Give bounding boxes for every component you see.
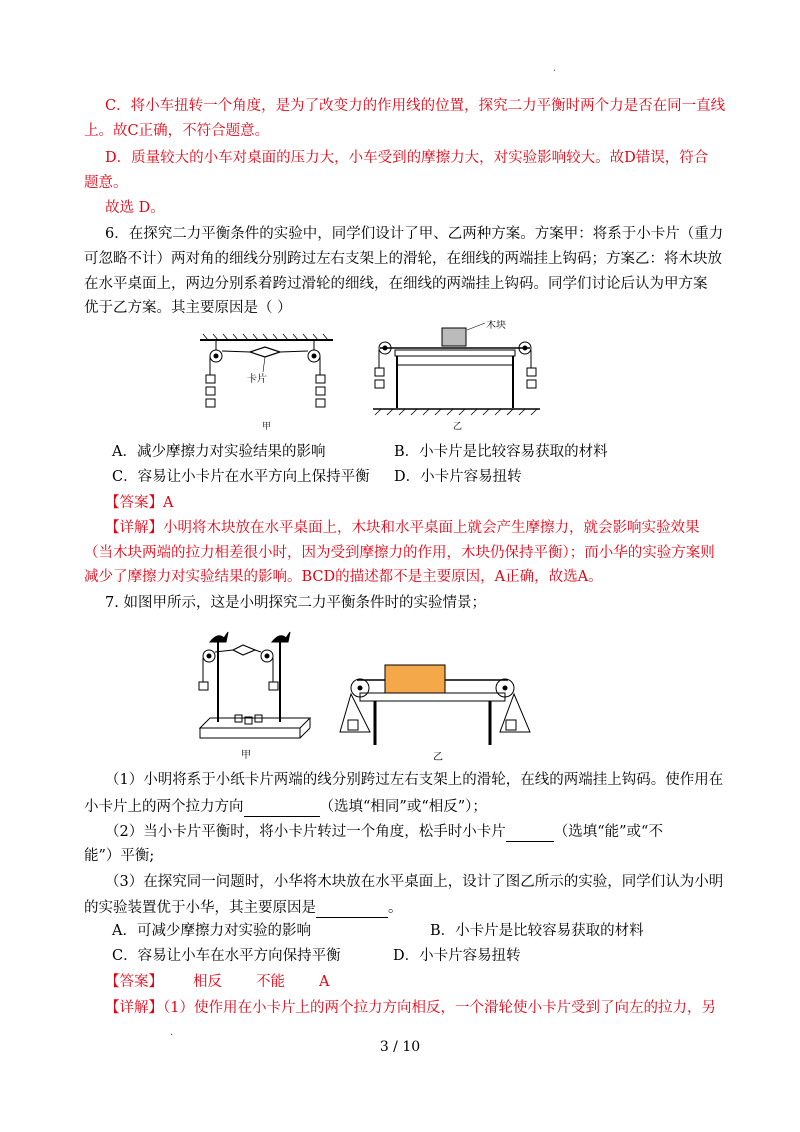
option-c-explain-line2: 上。故C正确，不符合题意。 [84,123,270,139]
q7-option-c: C．容易让小车在水平方向保持平衡 [112,948,341,964]
q6-answer-line [105,493,173,513]
q7-intro: 7. 如图甲所示，这是小明探究二力平衡条件时的实验情景； [105,595,486,611]
fig2-yi-label: 乙 [433,752,443,763]
answer-blank[interactable] [506,821,554,842]
q7-answer-line [105,972,329,992]
q6-option-d: D．小卡片容易扭转 [394,469,522,485]
answer-value: A [163,495,174,511]
margin-mark: · [553,66,557,77]
answer-blank[interactable] [316,897,388,918]
answer-blank[interactable] [244,796,320,817]
detail-text: 小明将木块放在水平桌面上，木块和水平桌面上就会产生摩擦力，就会影响实验效果 [163,520,700,536]
q7-part1-line1: （1）小明将系于小纸卡片两端的线分别跨过左右支架上的滑轮，在线的两端挂上钩码。使作用在 [105,772,724,788]
answer-value: 不能 [256,974,285,990]
answer-tag: 【答案】 [105,974,163,990]
q6-detail-line1 [105,518,700,538]
fig1-yi-label: 乙 [453,422,463,432]
text-segment: 的实验装置优于小华，其主要原因是 [84,900,316,916]
fig1-jia-label: 甲 [262,422,272,432]
option-d-explain-line1: D．质量较大的小车对桌面的压力大，小车受到的摩擦力大，对实验影响较大。故D错误，符合 [105,150,709,166]
detail-tag: 【详解】 [105,520,163,536]
detail-tag: 【详解】 [105,1000,163,1016]
q7-part3-line2 [84,897,403,918]
q7-part1-line2 [84,796,487,817]
q7-part2-line2: 能”）平衡; [84,848,155,864]
q6-stem-line4: 优于乙方案。其主要原因是（ ） [84,300,292,316]
fig1-card-label: 卡片 [247,374,267,385]
q7-part2-line1 [105,821,663,842]
answer-value: 相反 [193,974,222,990]
q6-stem-line3: 在水平桌面上，两边分别系着跨过滑轮的细线，在细线的两端挂上钩码。同学们讨论后认为甲方案 [84,276,708,292]
q7-part3-line1: （3）在探究同一问题时，小华将木块放在水平桌面上，设计了图乙所示的实验，同学们认为小明 [105,874,724,890]
detail-text: （1）使作用在小卡片上的两个拉力方向相反，一个滑轮使小卡片受到了向左的拉力，另 [163,1000,716,1016]
q6-option-c: C．容易让小卡片在水平方向上保持平衡 [112,469,370,485]
wood-block [385,665,445,693]
q7-detail-line1 [105,998,716,1018]
text-segment: （2）当小卡片平衡时，将小卡片转过一个角度，松手时小卡片 [105,824,506,840]
q6-figure [195,320,555,438]
q6-detail-line2: （当木块两端的拉力相差很小时，因为受到摩擦力的作用，木块仍保持平衡）；而小华的实验方案则 [84,545,715,561]
q6-option-b: B．小卡片是比较容易获取的材料 [394,444,608,460]
q6-stem-line2: 可忽略不计）两对角的细线分别跨过左右支架上的滑轮，在细线的两端挂上钩码；方案乙：将木块放 [84,251,722,267]
margin-mark: · [170,1030,174,1041]
option-d-explain-line2: 题意。 [84,175,128,191]
q6-stem-line1: 6．在探究二力平衡条件的实验中，同学们设计了甲、乙两种方案。方案甲：将系于小卡片（重力 [105,226,724,242]
fig2-jia-label: 甲 [241,750,251,761]
fig1-block-label: 木块 [486,320,506,331]
q6-detail-line3: 减少了摩擦力对实验结果的影响。BCD的描述都不是主要原因，A正确，故选A。 [84,569,603,585]
option-c-explain-line1: C．将小车扭转一个角度，是为了改变力的作用线的位置，探究二力平衡时两个力是否在同一直线 [105,98,726,114]
q6-option-a: A．减少摩擦力对实验结果的影响 [112,444,326,460]
q7-option-b: B．小卡片是比较容易获取的材料 [430,923,644,939]
q7-figure [195,620,535,770]
page-number: 3 / 10 [379,1039,421,1055]
text-segment: 。 [388,900,403,916]
q7-option-a: A．可减少摩擦力对实验的影响 [112,923,311,939]
text-segment: （选填“相同”或“相反”）； [319,799,487,815]
q7-option-d: D．小卡片容易扭转 [393,948,521,964]
text-segment: 小卡片上的两个拉力方向 [84,799,244,815]
text-segment: （选填“能”或“不 [553,824,663,840]
answer-value: A [319,974,330,990]
answer-tag: 【答案】 [105,495,163,511]
choose-d-line: 故选 D。 [105,200,165,216]
